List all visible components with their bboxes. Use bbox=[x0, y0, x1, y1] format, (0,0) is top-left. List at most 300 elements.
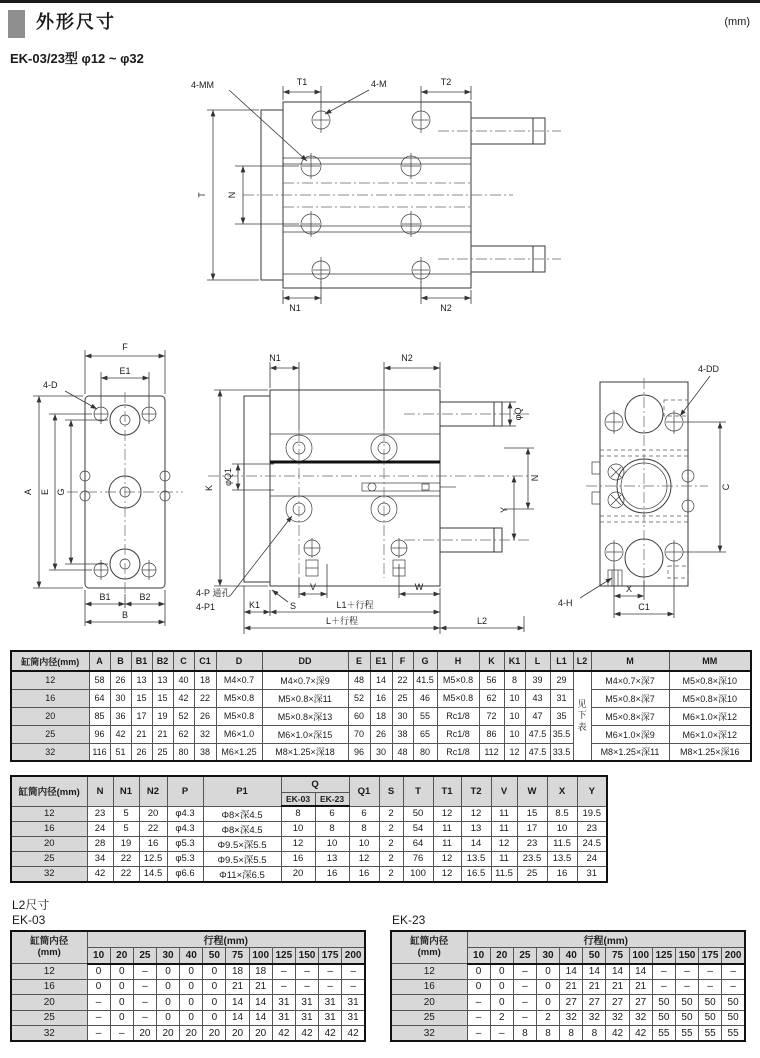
data-cell: 23 bbox=[87, 806, 113, 821]
data-cell: 16 bbox=[547, 866, 577, 882]
data-cell: 11 bbox=[491, 806, 517, 821]
data-cell: 80 bbox=[173, 743, 194, 761]
data-cell: 12 bbox=[461, 806, 491, 821]
data-cell: 12 bbox=[281, 836, 315, 851]
data-cell: M8×1.25×深11 bbox=[591, 743, 669, 761]
dim-label-v: V bbox=[309, 582, 317, 592]
data-cell: – bbox=[652, 964, 675, 980]
data-cell: 2 bbox=[379, 866, 403, 882]
data-cell: 14 bbox=[560, 964, 583, 980]
data-cell: 50 bbox=[722, 995, 745, 1011]
front-view-drawing bbox=[15, 336, 200, 628]
data-cell: 2 bbox=[379, 851, 403, 866]
data-cell: 14 bbox=[249, 1010, 272, 1026]
data-cell: 36 bbox=[110, 707, 131, 725]
data-cell: M5×0.8×深7 bbox=[591, 689, 669, 707]
data-cell: 86 bbox=[479, 725, 504, 743]
data-cell: 16 bbox=[370, 689, 392, 707]
data-cell: 26 bbox=[194, 707, 216, 725]
dim-label-t1: T1 bbox=[296, 77, 308, 87]
table-row bbox=[11, 671, 751, 689]
column-header: 缸筒内径(mm) bbox=[11, 651, 89, 671]
data-cell: 52 bbox=[348, 689, 370, 707]
data-cell: 8 bbox=[560, 1026, 583, 1042]
data-cell: 55 bbox=[675, 1026, 698, 1042]
data-cell: 47 bbox=[525, 707, 550, 725]
data-cell: 17 bbox=[131, 707, 152, 725]
stroke-column-header: 75 bbox=[226, 948, 249, 964]
data-cell: 54 bbox=[403, 821, 433, 836]
data-cell: φ6.6 bbox=[167, 866, 203, 882]
data-cell: 35.5 bbox=[550, 725, 573, 743]
stroke-header: 行程(mm) bbox=[87, 931, 365, 948]
data-cell: – bbox=[467, 995, 490, 1011]
column-header: DD bbox=[262, 651, 348, 671]
dim-label-n: N bbox=[530, 474, 540, 482]
data-cell: 22 bbox=[113, 851, 139, 866]
data-cell: – bbox=[110, 1026, 133, 1042]
data-cell: 2 bbox=[490, 1010, 513, 1026]
data-cell: 8.5 bbox=[547, 806, 577, 821]
data-cell: 14 bbox=[606, 964, 629, 980]
data-cell: 31 bbox=[319, 1010, 342, 1026]
stroke-column-header: 50 bbox=[203, 948, 226, 964]
dim-label-n2: N2 bbox=[401, 353, 413, 363]
data-cell: 14 bbox=[629, 964, 652, 980]
data-cell: 55 bbox=[722, 1026, 745, 1042]
row-header: 32 bbox=[11, 1026, 87, 1042]
stroke-column-header: 10 bbox=[87, 948, 110, 964]
data-cell: – bbox=[490, 1026, 513, 1042]
unit-label: (mm) bbox=[724, 16, 750, 28]
dim-label-b: B bbox=[121, 610, 129, 620]
data-cell: M8×1.25×深18 bbox=[262, 743, 348, 761]
table-row bbox=[11, 851, 607, 866]
table-row bbox=[11, 707, 751, 725]
data-cell: – bbox=[319, 979, 342, 995]
data-cell: – bbox=[87, 1026, 110, 1042]
data-cell: 0 bbox=[490, 979, 513, 995]
data-cell: 0 bbox=[180, 995, 203, 1011]
data-cell: 17 bbox=[517, 821, 547, 836]
data-cell: 14 bbox=[226, 1010, 249, 1026]
data-cell: 14 bbox=[226, 995, 249, 1011]
column-header: L bbox=[525, 651, 550, 671]
dim-label-phi-q1: φQ1 bbox=[223, 468, 233, 486]
data-cell: M5×0.8×深10 bbox=[669, 689, 751, 707]
data-cell: 0 bbox=[536, 979, 559, 995]
data-cell: 0 bbox=[203, 964, 226, 980]
data-cell: 50 bbox=[675, 1010, 698, 1026]
stroke-column-header: 40 bbox=[560, 948, 583, 964]
data-cell: 72 bbox=[479, 707, 504, 725]
data-cell: 52 bbox=[173, 707, 194, 725]
data-cell: 14 bbox=[249, 995, 272, 1011]
data-cell: 10 bbox=[547, 821, 577, 836]
data-cell: 26 bbox=[370, 725, 392, 743]
data-cell: 33.5 bbox=[550, 743, 573, 761]
data-cell: 8 bbox=[349, 821, 379, 836]
data-cell: 65 bbox=[413, 725, 437, 743]
data-cell: 11 bbox=[491, 851, 517, 866]
data-cell: – bbox=[652, 979, 675, 995]
stroke-column-header: 150 bbox=[675, 948, 698, 964]
data-cell: M6×1.0×深15 bbox=[262, 725, 348, 743]
data-cell: 40 bbox=[173, 671, 194, 689]
data-cell: 31 bbox=[295, 995, 318, 1011]
data-cell: 12 bbox=[433, 806, 461, 821]
stroke-column-header: 10 bbox=[467, 948, 490, 964]
data-cell: M5×0.8×深11 bbox=[262, 689, 348, 707]
row-header: 16 bbox=[391, 979, 467, 995]
data-cell: M6×1.0×深12 bbox=[669, 707, 751, 725]
data-cell: 23 bbox=[517, 836, 547, 851]
data-cell: 31 bbox=[342, 995, 365, 1011]
data-cell: 26 bbox=[110, 671, 131, 689]
data-cell: 42 bbox=[342, 1026, 365, 1042]
data-cell: 96 bbox=[348, 743, 370, 761]
row-header: 12 bbox=[11, 964, 87, 980]
side-view-drawing bbox=[194, 346, 542, 638]
dim-label-n: N bbox=[227, 191, 237, 199]
data-cell: – bbox=[513, 1010, 536, 1026]
data-cell: 100 bbox=[403, 866, 433, 882]
data-cell: – bbox=[133, 964, 156, 980]
data-cell: – bbox=[133, 1010, 156, 1026]
data-cell: 31 bbox=[577, 866, 607, 882]
data-cell: φ5.3 bbox=[167, 836, 203, 851]
stroke-header: 行程(mm) bbox=[467, 931, 745, 948]
data-cell: 42 bbox=[272, 1026, 295, 1042]
column-header: L1 bbox=[550, 651, 573, 671]
data-cell: 0 bbox=[156, 979, 179, 995]
stroke-column-header: 25 bbox=[133, 948, 156, 964]
column-header: A bbox=[89, 651, 110, 671]
data-cell: 34 bbox=[87, 851, 113, 866]
dim-table-2 bbox=[10, 775, 608, 883]
data-cell: 0 bbox=[180, 979, 203, 995]
data-cell: 0 bbox=[110, 995, 133, 1011]
data-cell: 11 bbox=[433, 836, 461, 851]
column-header: N bbox=[87, 776, 113, 806]
l2-table-ek03-title: EK-03 bbox=[12, 913, 46, 927]
top-rule bbox=[0, 0, 760, 3]
data-cell: 19 bbox=[113, 836, 139, 851]
data-cell: 32 bbox=[583, 1010, 606, 1026]
data-cell: 10 bbox=[504, 725, 525, 743]
data-cell: Φ8×深4.5 bbox=[203, 806, 281, 821]
data-cell: 0 bbox=[110, 1010, 133, 1026]
data-cell: 16 bbox=[139, 836, 167, 851]
data-cell: 6 bbox=[315, 806, 349, 821]
data-cell: – bbox=[133, 995, 156, 1011]
data-cell: 11 bbox=[491, 821, 517, 836]
data-cell: 0 bbox=[467, 964, 490, 980]
data-cell: – bbox=[675, 979, 698, 995]
data-cell: 13.5 bbox=[461, 851, 491, 866]
data-cell: 19 bbox=[152, 707, 173, 725]
data-cell: M5×0.8×深13 bbox=[262, 707, 348, 725]
data-cell: – bbox=[675, 964, 698, 980]
data-cell: – bbox=[87, 1010, 110, 1026]
data-cell: φ5.3 bbox=[167, 851, 203, 866]
data-cell: 20 bbox=[249, 1026, 272, 1042]
data-cell: 0 bbox=[180, 964, 203, 980]
data-cell: 50 bbox=[403, 806, 433, 821]
data-cell: 10 bbox=[504, 707, 525, 725]
row-header: 20 bbox=[11, 836, 87, 851]
data-cell: 55 bbox=[413, 707, 437, 725]
data-cell: 14 bbox=[583, 964, 606, 980]
data-cell: 0 bbox=[490, 995, 513, 1011]
data-cell: 5 bbox=[113, 806, 139, 821]
dim-label-e: E bbox=[40, 488, 50, 496]
data-cell: 58 bbox=[89, 671, 110, 689]
data-cell: 80 bbox=[413, 743, 437, 761]
data-cell: 116 bbox=[89, 743, 110, 761]
data-cell: Rc1/8 bbox=[437, 707, 479, 725]
data-cell: – bbox=[133, 979, 156, 995]
data-cell: 28 bbox=[87, 836, 113, 851]
dim-label-l1-stroke: L1＋行程 bbox=[336, 600, 374, 610]
dim-label-n1: N1 bbox=[289, 303, 301, 313]
data-cell: 0 bbox=[203, 995, 226, 1011]
table-row bbox=[11, 995, 365, 1011]
data-cell: 24.5 bbox=[577, 836, 607, 851]
data-cell: 0 bbox=[110, 979, 133, 995]
data-cell: 8 bbox=[513, 1026, 536, 1042]
column-header: T1 bbox=[433, 776, 461, 806]
data-cell: 0 bbox=[110, 964, 133, 980]
data-cell: 14 bbox=[370, 671, 392, 689]
dim-label-y: Y bbox=[499, 506, 509, 514]
table-row bbox=[11, 821, 607, 836]
dim-label-4dd: 4-DD bbox=[698, 364, 720, 374]
column-header: X bbox=[547, 776, 577, 806]
table-row bbox=[391, 1026, 745, 1042]
stroke-column-header: 75 bbox=[606, 948, 629, 964]
data-cell: 21 bbox=[152, 725, 173, 743]
column-header: P bbox=[167, 776, 203, 806]
data-cell: 22 bbox=[139, 821, 167, 836]
row-header: 25 bbox=[391, 1010, 467, 1026]
data-cell: Rc1/8 bbox=[437, 725, 479, 743]
data-cell: 16 bbox=[349, 866, 379, 882]
top-view-drawing bbox=[183, 74, 568, 314]
data-cell: 42 bbox=[295, 1026, 318, 1042]
row-header: 16 bbox=[11, 821, 87, 836]
l2-table-ek23-title: EK-23 bbox=[392, 913, 426, 927]
column-header: N1 bbox=[113, 776, 139, 806]
end-view-dimensions bbox=[558, 364, 731, 618]
data-cell: – bbox=[722, 979, 745, 995]
data-cell: 50 bbox=[699, 995, 722, 1011]
data-cell: 38 bbox=[194, 743, 216, 761]
data-cell: 32 bbox=[629, 1010, 652, 1026]
data-cell: M6×1.0×深12 bbox=[669, 725, 751, 743]
data-cell: M6×1.0×深9 bbox=[591, 725, 669, 743]
column-header: G bbox=[413, 651, 437, 671]
data-cell: 13 bbox=[461, 821, 491, 836]
data-cell: 14.5 bbox=[139, 866, 167, 882]
data-cell: 31 bbox=[272, 995, 295, 1011]
data-cell: 2 bbox=[379, 836, 403, 851]
data-cell: 8 bbox=[583, 1026, 606, 1042]
data-cell: 13 bbox=[131, 671, 152, 689]
row-header: 32 bbox=[11, 743, 89, 761]
data-cell: 50 bbox=[722, 1010, 745, 1026]
data-cell: 19.5 bbox=[577, 806, 607, 821]
data-cell: 12.5 bbox=[139, 851, 167, 866]
data-cell: 47.5 bbox=[525, 725, 550, 743]
data-cell: – bbox=[513, 964, 536, 980]
data-cell: – bbox=[513, 979, 536, 995]
data-cell: 22 bbox=[194, 689, 216, 707]
data-cell: M6×1.25 bbox=[216, 743, 262, 761]
stroke-column-header: 125 bbox=[652, 948, 675, 964]
model-designation: EK-03/23型 φ12 ~ φ32 bbox=[10, 51, 144, 66]
dim-label-k: K bbox=[204, 484, 214, 492]
column-header: N2 bbox=[139, 776, 167, 806]
data-cell: 11 bbox=[433, 821, 461, 836]
data-cell: 2 bbox=[379, 821, 403, 836]
data-cell: 42 bbox=[173, 689, 194, 707]
data-cell: 31 bbox=[342, 1010, 365, 1026]
column-header: D bbox=[216, 651, 262, 671]
data-cell: M5×0.8 bbox=[216, 707, 262, 725]
data-cell: – bbox=[295, 964, 318, 980]
data-cell: 22 bbox=[113, 866, 139, 882]
data-cell: – bbox=[295, 979, 318, 995]
data-cell: 8 bbox=[281, 806, 315, 821]
dim-label-l2: L2 bbox=[476, 616, 488, 626]
data-cell: 16.5 bbox=[461, 866, 491, 882]
data-cell: 32 bbox=[606, 1010, 629, 1026]
stroke-column-header: 175 bbox=[699, 948, 722, 964]
stroke-column-header: 20 bbox=[490, 948, 513, 964]
data-cell: 60 bbox=[348, 707, 370, 725]
data-cell: 11.5 bbox=[547, 836, 577, 851]
table-row bbox=[11, 725, 751, 743]
row-header: 20 bbox=[11, 995, 87, 1011]
data-cell: 31 bbox=[295, 1010, 318, 1026]
front-view-dimensions bbox=[23, 342, 165, 626]
stroke-column-header: 20 bbox=[110, 948, 133, 964]
data-cell: 25 bbox=[392, 689, 413, 707]
data-cell: – bbox=[87, 995, 110, 1011]
data-cell: 20 bbox=[180, 1026, 203, 1042]
row-header: 25 bbox=[11, 1010, 87, 1026]
data-cell: – bbox=[699, 964, 722, 980]
stroke-column-header: 100 bbox=[629, 948, 652, 964]
data-cell: 50 bbox=[699, 1010, 722, 1026]
data-cell: 31 bbox=[550, 689, 573, 707]
data-cell: 2 bbox=[536, 1010, 559, 1026]
data-cell: 12 bbox=[433, 851, 461, 866]
dim-label-t: T bbox=[197, 192, 207, 198]
data-cell: 2 bbox=[379, 806, 403, 821]
table-row bbox=[11, 866, 607, 882]
table-row bbox=[11, 964, 365, 980]
data-cell: 15 bbox=[131, 689, 152, 707]
data-cell: 46 bbox=[413, 689, 437, 707]
data-cell: – bbox=[272, 979, 295, 995]
data-cell: 6 bbox=[349, 806, 379, 821]
data-cell: 21 bbox=[226, 979, 249, 995]
data-cell: 0 bbox=[490, 964, 513, 980]
column-header: K1 bbox=[504, 651, 525, 671]
stroke-column-header: 25 bbox=[513, 948, 536, 964]
data-cell: – bbox=[342, 964, 365, 980]
row-header: 12 bbox=[391, 964, 467, 980]
data-cell: 20 bbox=[133, 1026, 156, 1042]
data-cell: 26 bbox=[131, 743, 152, 761]
data-cell: – bbox=[467, 1010, 490, 1026]
data-cell: 50 bbox=[675, 995, 698, 1011]
data-cell: 21 bbox=[606, 979, 629, 995]
data-cell: 35 bbox=[550, 707, 573, 725]
data-cell: 10 bbox=[504, 689, 525, 707]
column-header: 缸筒内径 (mm) bbox=[391, 931, 467, 964]
end-view-drawing bbox=[552, 356, 758, 624]
data-cell: 0 bbox=[156, 1010, 179, 1026]
l2-table-ek03 bbox=[10, 930, 366, 1042]
stroke-column-header: 125 bbox=[272, 948, 295, 964]
data-cell: 12 bbox=[504, 743, 525, 761]
stroke-column-header: 50 bbox=[583, 948, 606, 964]
data-cell: Φ9.5×深5.5 bbox=[203, 851, 281, 866]
data-cell: 12 bbox=[433, 866, 461, 882]
column-header: P1 bbox=[203, 776, 281, 806]
data-cell: 55 bbox=[699, 1026, 722, 1042]
column-header: E1 bbox=[370, 651, 392, 671]
row-header: 16 bbox=[11, 689, 89, 707]
data-cell: 27 bbox=[629, 995, 652, 1011]
section-marker bbox=[8, 10, 25, 38]
l2-section-title: L2尺寸 bbox=[12, 898, 50, 912]
table-row bbox=[11, 979, 365, 995]
data-cell: 23 bbox=[577, 821, 607, 836]
data-cell: 31 bbox=[319, 995, 342, 1011]
data-cell: M4×0.7×深9 bbox=[262, 671, 348, 689]
data-cell: 56 bbox=[479, 671, 504, 689]
row-header: 20 bbox=[391, 995, 467, 1011]
data-cell: 15 bbox=[152, 689, 173, 707]
data-cell: 0 bbox=[156, 964, 179, 980]
l2-see-below-cell: 见下表 bbox=[573, 671, 591, 761]
column-header: B bbox=[110, 651, 131, 671]
data-cell: 16 bbox=[281, 851, 315, 866]
table-row bbox=[391, 979, 745, 995]
data-cell: – bbox=[342, 979, 365, 995]
side-view-dimensions bbox=[196, 353, 540, 634]
column-header: EK-23 bbox=[315, 792, 349, 806]
data-cell: 10 bbox=[281, 821, 315, 836]
data-cell: φ4.3 bbox=[167, 806, 203, 821]
table-row bbox=[11, 806, 607, 821]
data-cell: 13 bbox=[152, 671, 173, 689]
data-cell: 18 bbox=[370, 707, 392, 725]
column-header: EK-03 bbox=[281, 792, 315, 806]
data-cell: 85 bbox=[89, 707, 110, 725]
data-cell: 42 bbox=[110, 725, 131, 743]
data-cell: 50 bbox=[652, 995, 675, 1011]
data-cell: 47.5 bbox=[525, 743, 550, 761]
dim-label-t2: T2 bbox=[440, 77, 452, 87]
column-header: Q bbox=[281, 776, 349, 792]
data-cell: 16 bbox=[315, 866, 349, 882]
data-cell: 0 bbox=[180, 1010, 203, 1026]
